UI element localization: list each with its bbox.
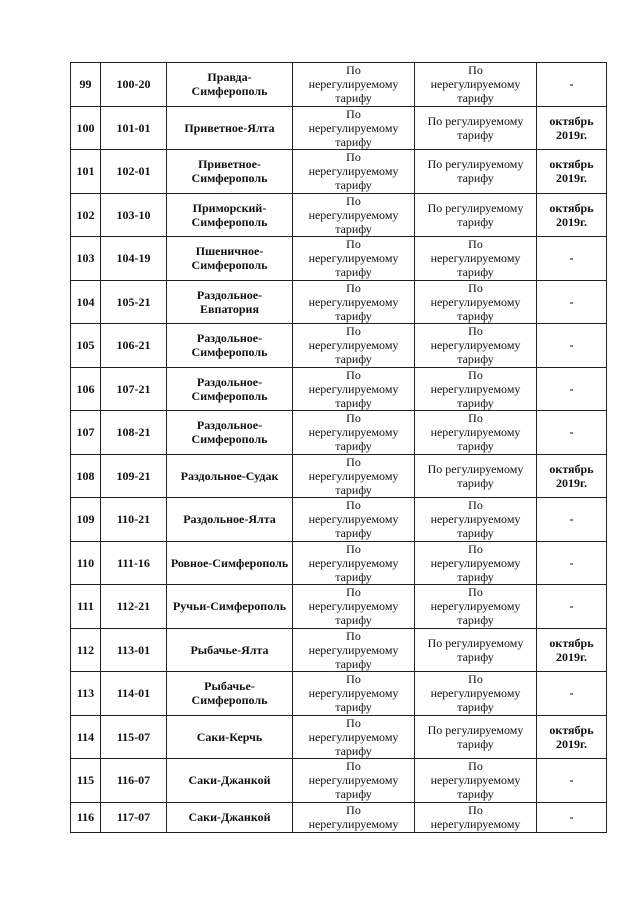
current-tariff-cell-line: нерегулируемому <box>308 816 399 831</box>
planned-tariff-cell <box>415 150 537 194</box>
route-name-cell-line: Раздольное-Ялта <box>183 512 276 527</box>
routes-table-body <box>71 63 607 833</box>
route-name-cell-line: Симферополь <box>191 84 268 99</box>
transition-date-cell-line: 2019г. <box>555 649 588 664</box>
planned-tariff-cell-line: нерегулируемому <box>430 555 521 570</box>
planned-tariff-cell <box>415 367 537 411</box>
route-name-cell <box>167 411 293 455</box>
current-tariff-cell-line: нерегулируемому <box>308 599 399 614</box>
current-tariff-cell-line: По <box>346 802 361 817</box>
transition-date-cell <box>537 193 607 237</box>
current-tariff-cell-line: По <box>346 672 361 687</box>
transition-date-cell <box>537 63 607 107</box>
table-row <box>71 237 607 281</box>
table-row <box>71 106 607 150</box>
planned-tariff-cell-line: нерегулируемому <box>430 773 521 788</box>
transition-date-cell-line: - <box>569 512 574 527</box>
current-tariff-cell-line: нерегулируемому <box>308 642 399 657</box>
table-row <box>71 541 607 585</box>
planned-tariff-cell <box>415 193 537 237</box>
route-name-cell <box>167 150 293 194</box>
route-name-cell-line: Саки-Джанкой <box>188 810 271 824</box>
transition-date-cell <box>537 367 607 411</box>
current-tariff-cell-line: По <box>346 759 361 774</box>
route-name-cell-line: Симферополь <box>191 432 268 447</box>
transition-date-cell-line: 2019г. <box>555 214 588 229</box>
route-code-cell: 114-01 <box>101 672 167 716</box>
planned-tariff-cell-line: тарифу <box>457 700 494 715</box>
route-name-cell-line: Саки-Керчь <box>196 729 263 744</box>
current-tariff-cell <box>293 280 415 324</box>
planned-tariff-cell-line: По <box>468 63 483 78</box>
table-row <box>71 672 607 716</box>
transition-date-cell-line: октябрь <box>549 635 594 650</box>
route-name-cell <box>167 454 293 498</box>
current-tariff-cell-line: По <box>346 585 361 600</box>
transition-date-cell-line: 2019г. <box>555 475 588 490</box>
planned-tariff-cell-line: нерегулируемому <box>430 338 521 353</box>
current-tariff-cell-line: нерегулируемому <box>308 468 399 483</box>
table-row <box>71 585 607 629</box>
transition-date-cell-line: 2019г. <box>555 736 588 751</box>
planned-tariff-cell-line: По регулируемому <box>427 722 524 737</box>
table-row <box>71 193 607 237</box>
route-name-cell <box>167 759 293 803</box>
transition-date-cell-line: октябрь <box>549 157 594 172</box>
planned-tariff-cell-line: По регулируемому <box>427 461 524 476</box>
route-name-cell-line: Симферополь <box>191 388 268 403</box>
planned-tariff-cell <box>415 672 537 716</box>
planned-tariff-cell-line: тарифу <box>457 352 494 367</box>
planned-tariff-cell-line: По <box>468 802 483 817</box>
row-number-cell: 102 <box>71 193 101 237</box>
current-tariff-cell-line: нерегулируемому <box>308 686 399 701</box>
row-number-cell: 110 <box>71 541 101 585</box>
route-name-cell-line: Раздольное- <box>196 418 263 433</box>
table-row <box>71 324 607 368</box>
route-name-cell <box>167 106 293 150</box>
row-number-cell: 108 <box>71 454 101 498</box>
table-row <box>71 628 607 672</box>
current-tariff-cell-line: По <box>346 411 361 426</box>
row-number-cell: 103 <box>71 237 101 281</box>
planned-tariff-cell-line: тарифу <box>457 395 494 410</box>
route-code-cell: 101-01 <box>101 106 167 150</box>
table-row <box>71 498 607 542</box>
route-code-cell: 104-19 <box>101 237 167 281</box>
current-tariff-cell-line: тарифу <box>335 656 372 671</box>
planned-tariff-cell-line: По регулируемому <box>427 635 524 650</box>
route-name-cell-line: Симферополь <box>191 258 268 273</box>
route-code-cell: 108-21 <box>101 411 167 455</box>
current-tariff-cell-line: По <box>346 367 361 382</box>
row-number-cell: 106 <box>71 367 101 411</box>
planned-tariff-cell-line: тарифу <box>457 526 494 541</box>
current-tariff-cell-line: нерегулируемому <box>308 381 399 396</box>
planned-tariff-cell-line: По <box>468 585 483 600</box>
route-code-cell: 113-01 <box>101 628 167 672</box>
transition-date-cell-line: 2019г. <box>555 171 588 186</box>
planned-tariff-cell <box>415 237 537 281</box>
current-tariff-cell-line: По <box>346 498 361 513</box>
current-tariff-cell-line: тарифу <box>335 308 372 323</box>
planned-tariff-cell-line: По <box>468 759 483 774</box>
planned-tariff-cell <box>415 280 537 324</box>
planned-tariff-cell <box>415 324 537 368</box>
row-number-cell: 111 <box>71 585 101 629</box>
planned-tariff-cell-line: По регулируемому <box>427 157 524 172</box>
planned-tariff-cell <box>415 454 537 498</box>
route-code-cell: 107-21 <box>101 367 167 411</box>
transition-date-cell <box>537 498 607 542</box>
route-name-cell-line: Правда- <box>207 70 252 85</box>
route-name-cell <box>167 541 293 585</box>
row-number-cell: 104 <box>71 280 101 324</box>
planned-tariff-cell-line: тарифу <box>457 569 494 584</box>
current-tariff-cell-line: нерегулируемому <box>308 77 399 92</box>
route-name-cell-line: Приветное- <box>198 157 261 172</box>
route-name-cell-line: Симферополь <box>191 214 268 229</box>
routes-table <box>70 62 607 833</box>
route-name-cell <box>167 585 293 629</box>
planned-tariff-cell-line: тарифу <box>457 127 494 142</box>
current-tariff-cell-line: По <box>346 280 361 295</box>
row-number-cell: 114 <box>71 715 101 759</box>
current-tariff-cell-line: По <box>346 628 361 643</box>
route-code-cell: 115-07 <box>101 715 167 759</box>
route-name-cell-line: Ровное-Симферополь <box>170 555 289 570</box>
route-name-cell <box>167 498 293 542</box>
current-tariff-cell-line: тарифу <box>335 395 372 410</box>
route-name-cell <box>167 802 293 832</box>
transition-date-cell <box>537 541 607 585</box>
transition-date-cell <box>537 585 607 629</box>
route-code-cell: 100-20 <box>101 63 167 107</box>
route-name-cell <box>167 237 293 281</box>
planned-tariff-cell-line: По <box>468 324 483 339</box>
route-name-cell-line: Пшеничное- <box>195 244 264 259</box>
planned-tariff-cell-line: По <box>468 280 483 295</box>
current-tariff-cell <box>293 672 415 716</box>
current-tariff-cell-line: тарифу <box>335 178 372 193</box>
current-tariff-cell-line: нерегулируемому <box>308 773 399 788</box>
planned-tariff-cell-line: По регулируемому <box>427 200 524 215</box>
current-tariff-cell-line: нерегулируемому <box>308 164 399 179</box>
table-row <box>71 454 607 498</box>
current-tariff-cell <box>293 585 415 629</box>
planned-tariff-cell-line: нерегулируемому <box>430 512 521 527</box>
table-row <box>71 411 607 455</box>
current-tariff-cell <box>293 759 415 803</box>
planned-tariff-cell-line: По <box>468 367 483 382</box>
transition-date-cell-line: - <box>569 686 574 701</box>
row-number-cell: 115 <box>71 759 101 803</box>
current-tariff-cell-line: тарифу <box>335 352 372 367</box>
route-code-cell: 105-21 <box>101 280 167 324</box>
row-number-cell: 99 <box>71 63 101 107</box>
planned-tariff-cell-line: нерегулируемому <box>430 599 521 614</box>
route-code-cell: 106-21 <box>101 324 167 368</box>
current-tariff-cell-line: По <box>346 541 361 556</box>
current-tariff-cell-line: По <box>346 324 361 339</box>
transition-date-cell <box>537 715 607 759</box>
transition-date-cell-line: - <box>569 810 574 824</box>
transition-date-cell-line: октябрь <box>549 200 594 215</box>
current-tariff-cell-line: тарифу <box>335 613 372 628</box>
planned-tariff-cell-line: тарифу <box>457 265 494 280</box>
row-number-cell: 109 <box>71 498 101 542</box>
current-tariff-cell-line: тарифу <box>335 787 372 802</box>
transition-date-cell-line: - <box>569 294 574 309</box>
current-tariff-cell-line: По <box>346 193 361 208</box>
planned-tariff-cell-line: тарифу <box>457 91 494 106</box>
transition-date-cell <box>537 628 607 672</box>
transition-date-cell <box>537 454 607 498</box>
planned-tariff-cell <box>415 498 537 542</box>
current-tariff-cell-line: нерегулируемому <box>308 294 399 309</box>
current-tariff-cell <box>293 237 415 281</box>
current-tariff-cell-line: тарифу <box>335 482 372 497</box>
route-name-cell <box>167 63 293 107</box>
current-tariff-cell <box>293 193 415 237</box>
current-tariff-cell <box>293 150 415 194</box>
route-name-cell-line: Симферополь <box>191 345 268 360</box>
current-tariff-cell-line: нерегулируемому <box>308 425 399 440</box>
row-number-cell: 100 <box>71 106 101 150</box>
route-code-cell: 117-07 <box>101 802 167 832</box>
planned-tariff-cell <box>415 411 537 455</box>
current-tariff-cell-line: нерегулируемому <box>308 207 399 222</box>
route-name-cell-line: Раздольное-Судак <box>180 468 279 483</box>
planned-tariff-cell-line: По <box>468 411 483 426</box>
planned-tariff-cell <box>415 585 537 629</box>
planned-tariff-cell-line: нерегулируемому <box>430 251 521 266</box>
current-tariff-cell-line: тарифу <box>335 526 372 541</box>
table-row <box>71 63 607 107</box>
current-tariff-cell <box>293 802 415 832</box>
table-row <box>71 367 607 411</box>
current-tariff-cell-line: тарифу <box>335 569 372 584</box>
route-name-cell <box>167 193 293 237</box>
planned-tariff-cell-line: нерегулируемому <box>430 381 521 396</box>
route-name-cell-line: Приветное-Ялта <box>184 120 275 135</box>
transition-date-cell-line: - <box>569 773 574 788</box>
planned-tariff-cell-line: тарифу <box>457 736 494 751</box>
transition-date-cell-line: - <box>569 251 574 266</box>
planned-tariff-cell-line: По <box>468 498 483 513</box>
table-row <box>71 715 607 759</box>
row-number-cell: 113 <box>71 672 101 716</box>
planned-tariff-cell-line: По <box>468 237 483 252</box>
planned-tariff-cell <box>415 759 537 803</box>
current-tariff-cell-line: нерегулируемому <box>308 555 399 570</box>
current-tariff-cell-line: тарифу <box>335 221 372 236</box>
route-code-cell: 112-21 <box>101 585 167 629</box>
transition-date-cell <box>537 150 607 194</box>
current-tariff-cell <box>293 106 415 150</box>
route-code-cell: 116-07 <box>101 759 167 803</box>
transition-date-cell-line: - <box>569 555 574 570</box>
route-name-cell <box>167 628 293 672</box>
planned-tariff-cell <box>415 541 537 585</box>
current-tariff-cell-line: нерегулируемому <box>308 251 399 266</box>
route-name-cell-line: Саки-Джанкой <box>188 773 271 788</box>
transition-date-cell-line: - <box>569 77 574 92</box>
transition-date-cell <box>537 411 607 455</box>
current-tariff-cell-line: По <box>346 715 361 730</box>
planned-tariff-cell-line: нерегулируемому <box>430 686 521 701</box>
current-tariff-cell-line: По <box>346 106 361 121</box>
table-row <box>71 150 607 194</box>
route-code-cell: 109-21 <box>101 454 167 498</box>
current-tariff-cell <box>293 63 415 107</box>
row-number-cell: 112 <box>71 628 101 672</box>
current-tariff-cell <box>293 411 415 455</box>
transition-date-cell <box>537 802 607 832</box>
route-code-cell: 110-21 <box>101 498 167 542</box>
transition-date-cell <box>537 672 607 716</box>
route-name-cell-line: Симферополь <box>191 171 268 186</box>
current-tariff-cell <box>293 498 415 542</box>
route-name-cell-line: Рыбачье-Ялта <box>190 642 269 657</box>
route-name-cell-line: Приморский- <box>192 200 267 215</box>
current-tariff-cell-line: тарифу <box>335 134 372 149</box>
current-tariff-cell-line: тарифу <box>335 743 372 758</box>
current-tariff-cell <box>293 367 415 411</box>
planned-tariff-cell-line: тарифу <box>457 171 494 186</box>
current-tariff-cell <box>293 628 415 672</box>
planned-tariff-cell-line: тарифу <box>457 439 494 454</box>
planned-tariff-cell <box>415 802 537 832</box>
route-code-cell: 111-16 <box>101 541 167 585</box>
transition-date-cell-line: октябрь <box>549 722 594 737</box>
transition-date-cell-line: 2019г. <box>555 127 588 142</box>
current-tariff-cell-line: нерегулируемому <box>308 338 399 353</box>
planned-tariff-cell-line: тарифу <box>457 308 494 323</box>
route-code-cell: 103-10 <box>101 193 167 237</box>
planned-tariff-cell-line: тарифу <box>457 649 494 664</box>
current-tariff-cell-line: тарифу <box>335 439 372 454</box>
current-tariff-cell-line: нерегулируемому <box>308 512 399 527</box>
transition-date-cell-line: - <box>569 381 574 396</box>
current-tariff-cell-line: тарифу <box>335 91 372 106</box>
row-number-cell: 105 <box>71 324 101 368</box>
planned-tariff-cell <box>415 628 537 672</box>
planned-tariff-cell-line: тарифу <box>457 214 494 229</box>
transition-date-cell-line: - <box>569 425 574 440</box>
route-name-cell-line: Ручьи-Симферополь <box>172 599 287 614</box>
transition-date-cell <box>537 324 607 368</box>
current-tariff-cell-line: По <box>346 454 361 469</box>
route-name-cell-line: Раздольное- <box>196 287 263 302</box>
transition-date-cell-line: - <box>569 338 574 353</box>
planned-tariff-cell-line: нерегулируемому <box>430 425 521 440</box>
planned-tariff-cell <box>415 106 537 150</box>
planned-tariff-cell-line: По регулируемому <box>427 113 524 128</box>
route-name-cell <box>167 280 293 324</box>
current-tariff-cell <box>293 541 415 585</box>
transition-date-cell <box>537 106 607 150</box>
row-number-cell: 107 <box>71 411 101 455</box>
current-tariff-cell <box>293 454 415 498</box>
route-name-cell-line: Раздольное- <box>196 374 263 389</box>
route-name-cell <box>167 367 293 411</box>
route-name-cell <box>167 672 293 716</box>
route-name-cell-line: Рыбачье- <box>204 679 255 694</box>
table-row <box>71 802 607 832</box>
route-code-cell: 102-01 <box>101 150 167 194</box>
planned-tariff-cell-line: нерегулируемому <box>430 294 521 309</box>
current-tariff-cell-line: По <box>346 63 361 78</box>
transition-date-cell <box>537 280 607 324</box>
transition-date-cell-line: октябрь <box>549 113 594 128</box>
table-row <box>71 280 607 324</box>
route-name-cell <box>167 715 293 759</box>
table-row <box>71 759 607 803</box>
planned-tariff-cell-line: тарифу <box>457 787 494 802</box>
current-tariff-cell-line: нерегулируемому <box>308 120 399 135</box>
route-name-cell-line: Евпатория <box>200 301 259 316</box>
current-tariff-cell <box>293 324 415 368</box>
planned-tariff-cell-line: По <box>468 541 483 556</box>
route-name-cell-line: Симферополь <box>191 693 268 708</box>
transition-date-cell <box>537 759 607 803</box>
route-name-cell-line: Раздольное- <box>196 331 263 346</box>
transition-date-cell <box>537 237 607 281</box>
current-tariff-cell-line: По <box>346 150 361 165</box>
current-tariff-cell-line: тарифу <box>335 700 372 715</box>
planned-tariff-cell <box>415 715 537 759</box>
transition-date-cell-line: - <box>569 599 574 614</box>
current-tariff-cell-line: тарифу <box>335 265 372 280</box>
route-name-cell <box>167 324 293 368</box>
planned-tariff-cell <box>415 63 537 107</box>
row-number-cell: 116 <box>71 802 101 832</box>
planned-tariff-cell-line: нерегулируемому <box>430 816 521 831</box>
current-tariff-cell-line: нерегулируемому <box>308 729 399 744</box>
planned-tariff-cell-line: тарифу <box>457 613 494 628</box>
planned-tariff-cell-line: нерегулируемому <box>430 77 521 92</box>
planned-tariff-cell-line: По <box>468 672 483 687</box>
transition-date-cell-line: октябрь <box>549 461 594 476</box>
planned-tariff-cell-line: тарифу <box>457 475 494 490</box>
current-tariff-cell <box>293 715 415 759</box>
row-number-cell: 101 <box>71 150 101 194</box>
current-tariff-cell-line: По <box>346 237 361 252</box>
